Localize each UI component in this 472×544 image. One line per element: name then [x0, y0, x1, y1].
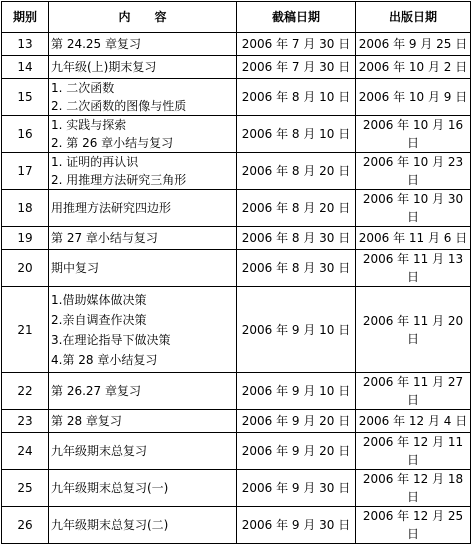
content-cell	[49, 153, 237, 190]
period-cell: 14	[2, 56, 49, 79]
deadline-cell: 2006 年 7 月 30 日	[237, 56, 356, 79]
content-cell	[49, 33, 237, 56]
content-line: 2.亲自调查作决策	[51, 312, 147, 327]
table-row	[2, 33, 471, 56]
period-cell: 16	[2, 116, 49, 153]
deadline-cell: 2006 年 7 月 30 日	[237, 33, 356, 56]
period-cell: 19	[2, 227, 49, 250]
header-row	[2, 2, 471, 33]
content-cell	[49, 287, 237, 373]
period-cell: 13	[2, 33, 49, 56]
publish-cell: 2006 年 9 月 25 日	[356, 33, 471, 56]
publish-cell: 2006 年 10 月 2 日	[356, 56, 471, 79]
content-line: 第 26.27 章复习	[51, 384, 141, 398]
period-cell: 22	[2, 373, 49, 410]
publish-cell: 2006 年 11 月 20 日	[356, 287, 471, 373]
content-cell	[49, 373, 237, 410]
table-row	[2, 433, 471, 470]
publish-cell: 2006 年 10 月 23 日	[356, 153, 471, 190]
content-line: 2. 用推理方法研究三角形	[51, 173, 187, 187]
deadline-cell: 2006 年 9 月 10 日	[237, 287, 356, 373]
period-cell: 26	[2, 507, 49, 544]
deadline-cell: 2006 年 9 月 20 日	[237, 433, 356, 470]
publish-cell: 2006 年 11 月 27 日	[356, 373, 471, 410]
content-line: 第 27 章小结与复习	[51, 231, 158, 245]
period-cell: 24	[2, 433, 49, 470]
publish-cell: 2006 年 12 月 25 日	[356, 507, 471, 544]
table-row	[2, 227, 471, 250]
deadline-cell: 2006 年 8 月 20 日	[237, 153, 356, 190]
table-row	[2, 287, 471, 373]
deadline-cell: 2006 年 8 月 30 日	[237, 250, 356, 287]
period-cell: 17	[2, 153, 49, 190]
deadline-cell: 2006 年 9 月 20 日	[237, 410, 356, 433]
deadline-cell: 2006 年 8 月 10 日	[237, 79, 356, 116]
content-line: 九年级期末总复习	[51, 444, 148, 458]
content-line: 用推理方法研究四边形	[51, 201, 172, 215]
content-line: 3.在理论指导下做决策	[51, 332, 171, 347]
content-cell	[49, 507, 237, 544]
deadline-cell: 2006 年 8 月 10 日	[237, 116, 356, 153]
table-row	[2, 470, 471, 507]
content-line: 九年级期末总复习(一)	[51, 481, 169, 495]
publish-cell: 2006 年 10 月 9 日	[356, 79, 471, 116]
table-row	[2, 56, 471, 79]
content-cell	[49, 410, 237, 433]
content-line: 九年级(上)期末复习	[51, 60, 157, 74]
content-line: 2. 二次函数的图像与性质	[51, 99, 187, 113]
publish-cell: 2006 年 11 月 6 日	[356, 227, 471, 250]
content-line: 1. 证明的再认识	[51, 155, 139, 169]
content-line: 九年级期末总复习(二)	[51, 518, 169, 532]
content-cell	[49, 250, 237, 287]
content-cell	[49, 56, 237, 79]
publish-cell: 2006 年 10 月 30 日	[356, 190, 471, 227]
content-line: 2. 第 26 章小结与复习	[51, 136, 174, 150]
period-cell: 18	[2, 190, 49, 227]
header-deadline: 截稿日期	[237, 2, 356, 33]
period-cell: 25	[2, 470, 49, 507]
content-line: 期中复习	[51, 261, 100, 275]
content-cell	[49, 470, 237, 507]
table-row	[2, 507, 471, 544]
period-cell: 15	[2, 79, 49, 116]
period-cell: 21	[2, 287, 49, 373]
publish-cell: 2006 年 12 月 11 日	[356, 433, 471, 470]
period-cell: 20	[2, 250, 49, 287]
deadline-cell: 2006 年 8 月 20 日	[237, 190, 356, 227]
schedule-table	[1, 1, 471, 544]
content-cell	[49, 190, 237, 227]
publish-cell: 2006 年 11 月 13 日	[356, 250, 471, 287]
header-content: 内 容	[49, 2, 237, 33]
content-line: 1.借助媒体做决策	[51, 292, 147, 307]
table-row	[2, 410, 471, 433]
header-publish: 出版日期	[356, 2, 471, 33]
publish-cell: 2006 年 12 月 18 日	[356, 470, 471, 507]
schedule-body	[2, 33, 471, 544]
table-row	[2, 373, 471, 410]
deadline-cell: 2006 年 9 月 30 日	[237, 507, 356, 544]
content-line: 第 24.25 章复习	[51, 37, 141, 51]
deadline-cell: 2006 年 9 月 30 日	[237, 470, 356, 507]
content-cell	[49, 227, 237, 250]
header-period: 期别	[2, 2, 49, 33]
table-row	[2, 190, 471, 227]
publish-cell: 2006 年 12 月 4 日	[356, 410, 471, 433]
content-cell	[49, 79, 237, 116]
table-row	[2, 116, 471, 153]
table-row	[2, 250, 471, 287]
content-cell	[49, 433, 237, 470]
period-cell: 23	[2, 410, 49, 433]
content-line: 第 28 章复习	[51, 414, 122, 428]
content-line: 1. 二次函数	[51, 81, 115, 95]
content-line: 4.第 28 章小结复习	[51, 352, 158, 367]
table-row	[2, 153, 471, 190]
publish-cell: 2006 年 10 月 16 日	[356, 116, 471, 153]
content-line: 1. 实践与探索	[51, 118, 127, 132]
deadline-cell: 2006 年 9 月 10 日	[237, 373, 356, 410]
table-row	[2, 79, 471, 116]
deadline-cell: 2006 年 8 月 30 日	[237, 227, 356, 250]
content-cell	[49, 116, 237, 153]
